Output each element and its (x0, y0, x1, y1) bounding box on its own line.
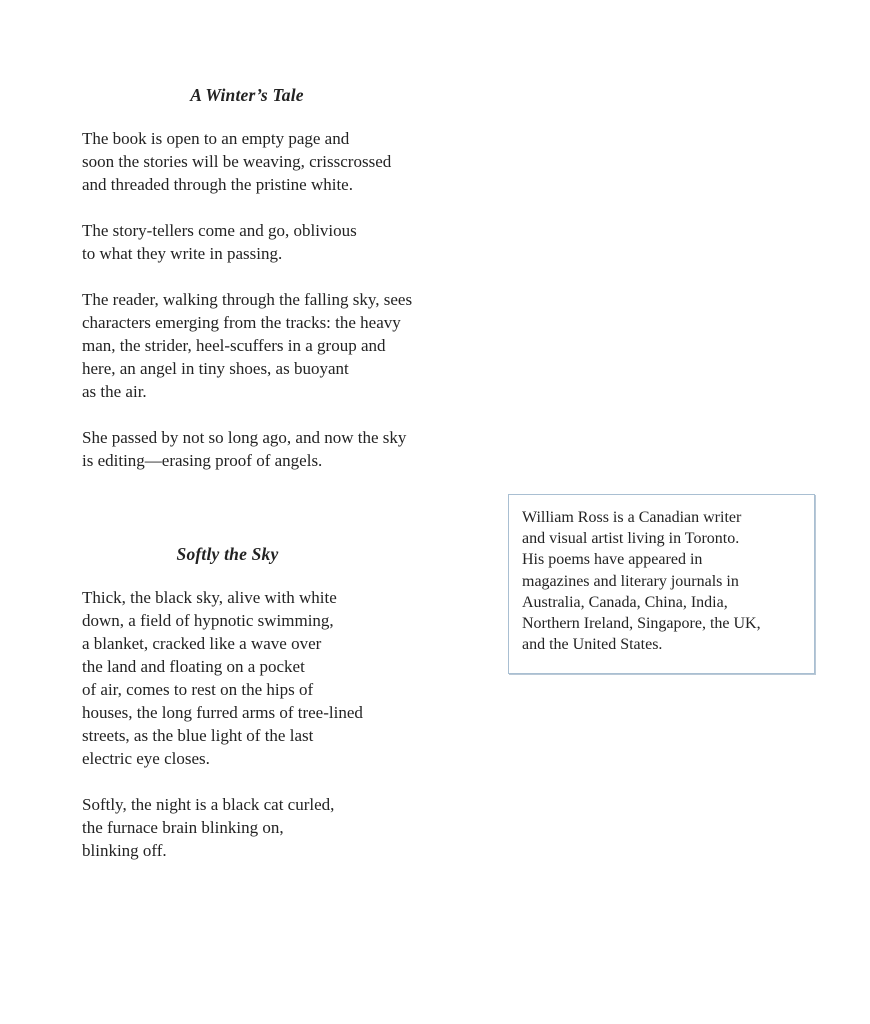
poem-line: streets, as the blue light of the last (82, 726, 314, 745)
poem-line: as the air. (82, 382, 147, 401)
poem-line: a blanket, cracked like a wave over (82, 634, 322, 653)
poem-line: soon the stories will be weaving, crisscrossed (82, 152, 392, 171)
poem-line: the land and floating on a pocket (82, 657, 305, 676)
poem-line: She passed by not so long ago, and now the sky (82, 428, 407, 447)
poem-line: The story-tellers come and go, oblivious (82, 221, 357, 240)
author-bio-box (508, 494, 815, 674)
poem-line: to what they write in passing. (82, 244, 283, 263)
poem-line: electric eye closes. (82, 749, 210, 768)
poem-title: A Winter’s Tale (190, 85, 304, 105)
poem-winters-tale (0, 84, 870, 472)
bio-line: and the United States. (522, 636, 663, 654)
poem-line: The reader, walking through the falling sky, sees (82, 290, 413, 309)
poem-line: blinking off. (82, 841, 167, 860)
bio-line: His poems have appeared in (522, 551, 703, 569)
stanza (82, 793, 512, 862)
poem-line: houses, the long furred arms of tree-lined (82, 703, 363, 722)
poem-line: and threaded through the pristine white. (82, 175, 353, 194)
poem-line: the furnace brain blinking on, (82, 818, 284, 837)
poem-line: of air, comes to rest on the hips of (82, 680, 314, 699)
poem-line: Thick, the black sky, alive with white (82, 588, 337, 607)
stanza (82, 586, 512, 770)
bio-line: Australia, Canada, China, India, (522, 593, 728, 611)
poem-line: man, the strider, heel-scuffers in a group and (82, 336, 386, 355)
poem-line: down, a field of hypnotic swimming, (82, 611, 334, 630)
stanza (82, 426, 512, 472)
stanza (82, 127, 512, 196)
bio-line: Northern Ireland, Singapore, the UK, (522, 615, 761, 633)
poem-line: Softly, the night is a black cat curled, (82, 795, 335, 814)
poem-line: characters emerging from the tracks: the heavy (82, 313, 401, 332)
bio-line: magazines and literary journals in (522, 572, 739, 590)
bio-line: and visual artist living in Toronto. (522, 530, 740, 548)
poem-title: Softly the Sky (176, 544, 279, 564)
author-bio-text (522, 507, 804, 655)
poem-line: is editing—erasing proof of angels. (82, 451, 323, 470)
stanza (82, 219, 512, 265)
poem-line: here, an angel in tiny shoes, as buoyant (82, 359, 349, 378)
stanza (82, 288, 512, 403)
poem-line: The book is open to an empty page and (82, 129, 350, 148)
bio-line: William Ross is a Canadian writer (522, 509, 742, 526)
